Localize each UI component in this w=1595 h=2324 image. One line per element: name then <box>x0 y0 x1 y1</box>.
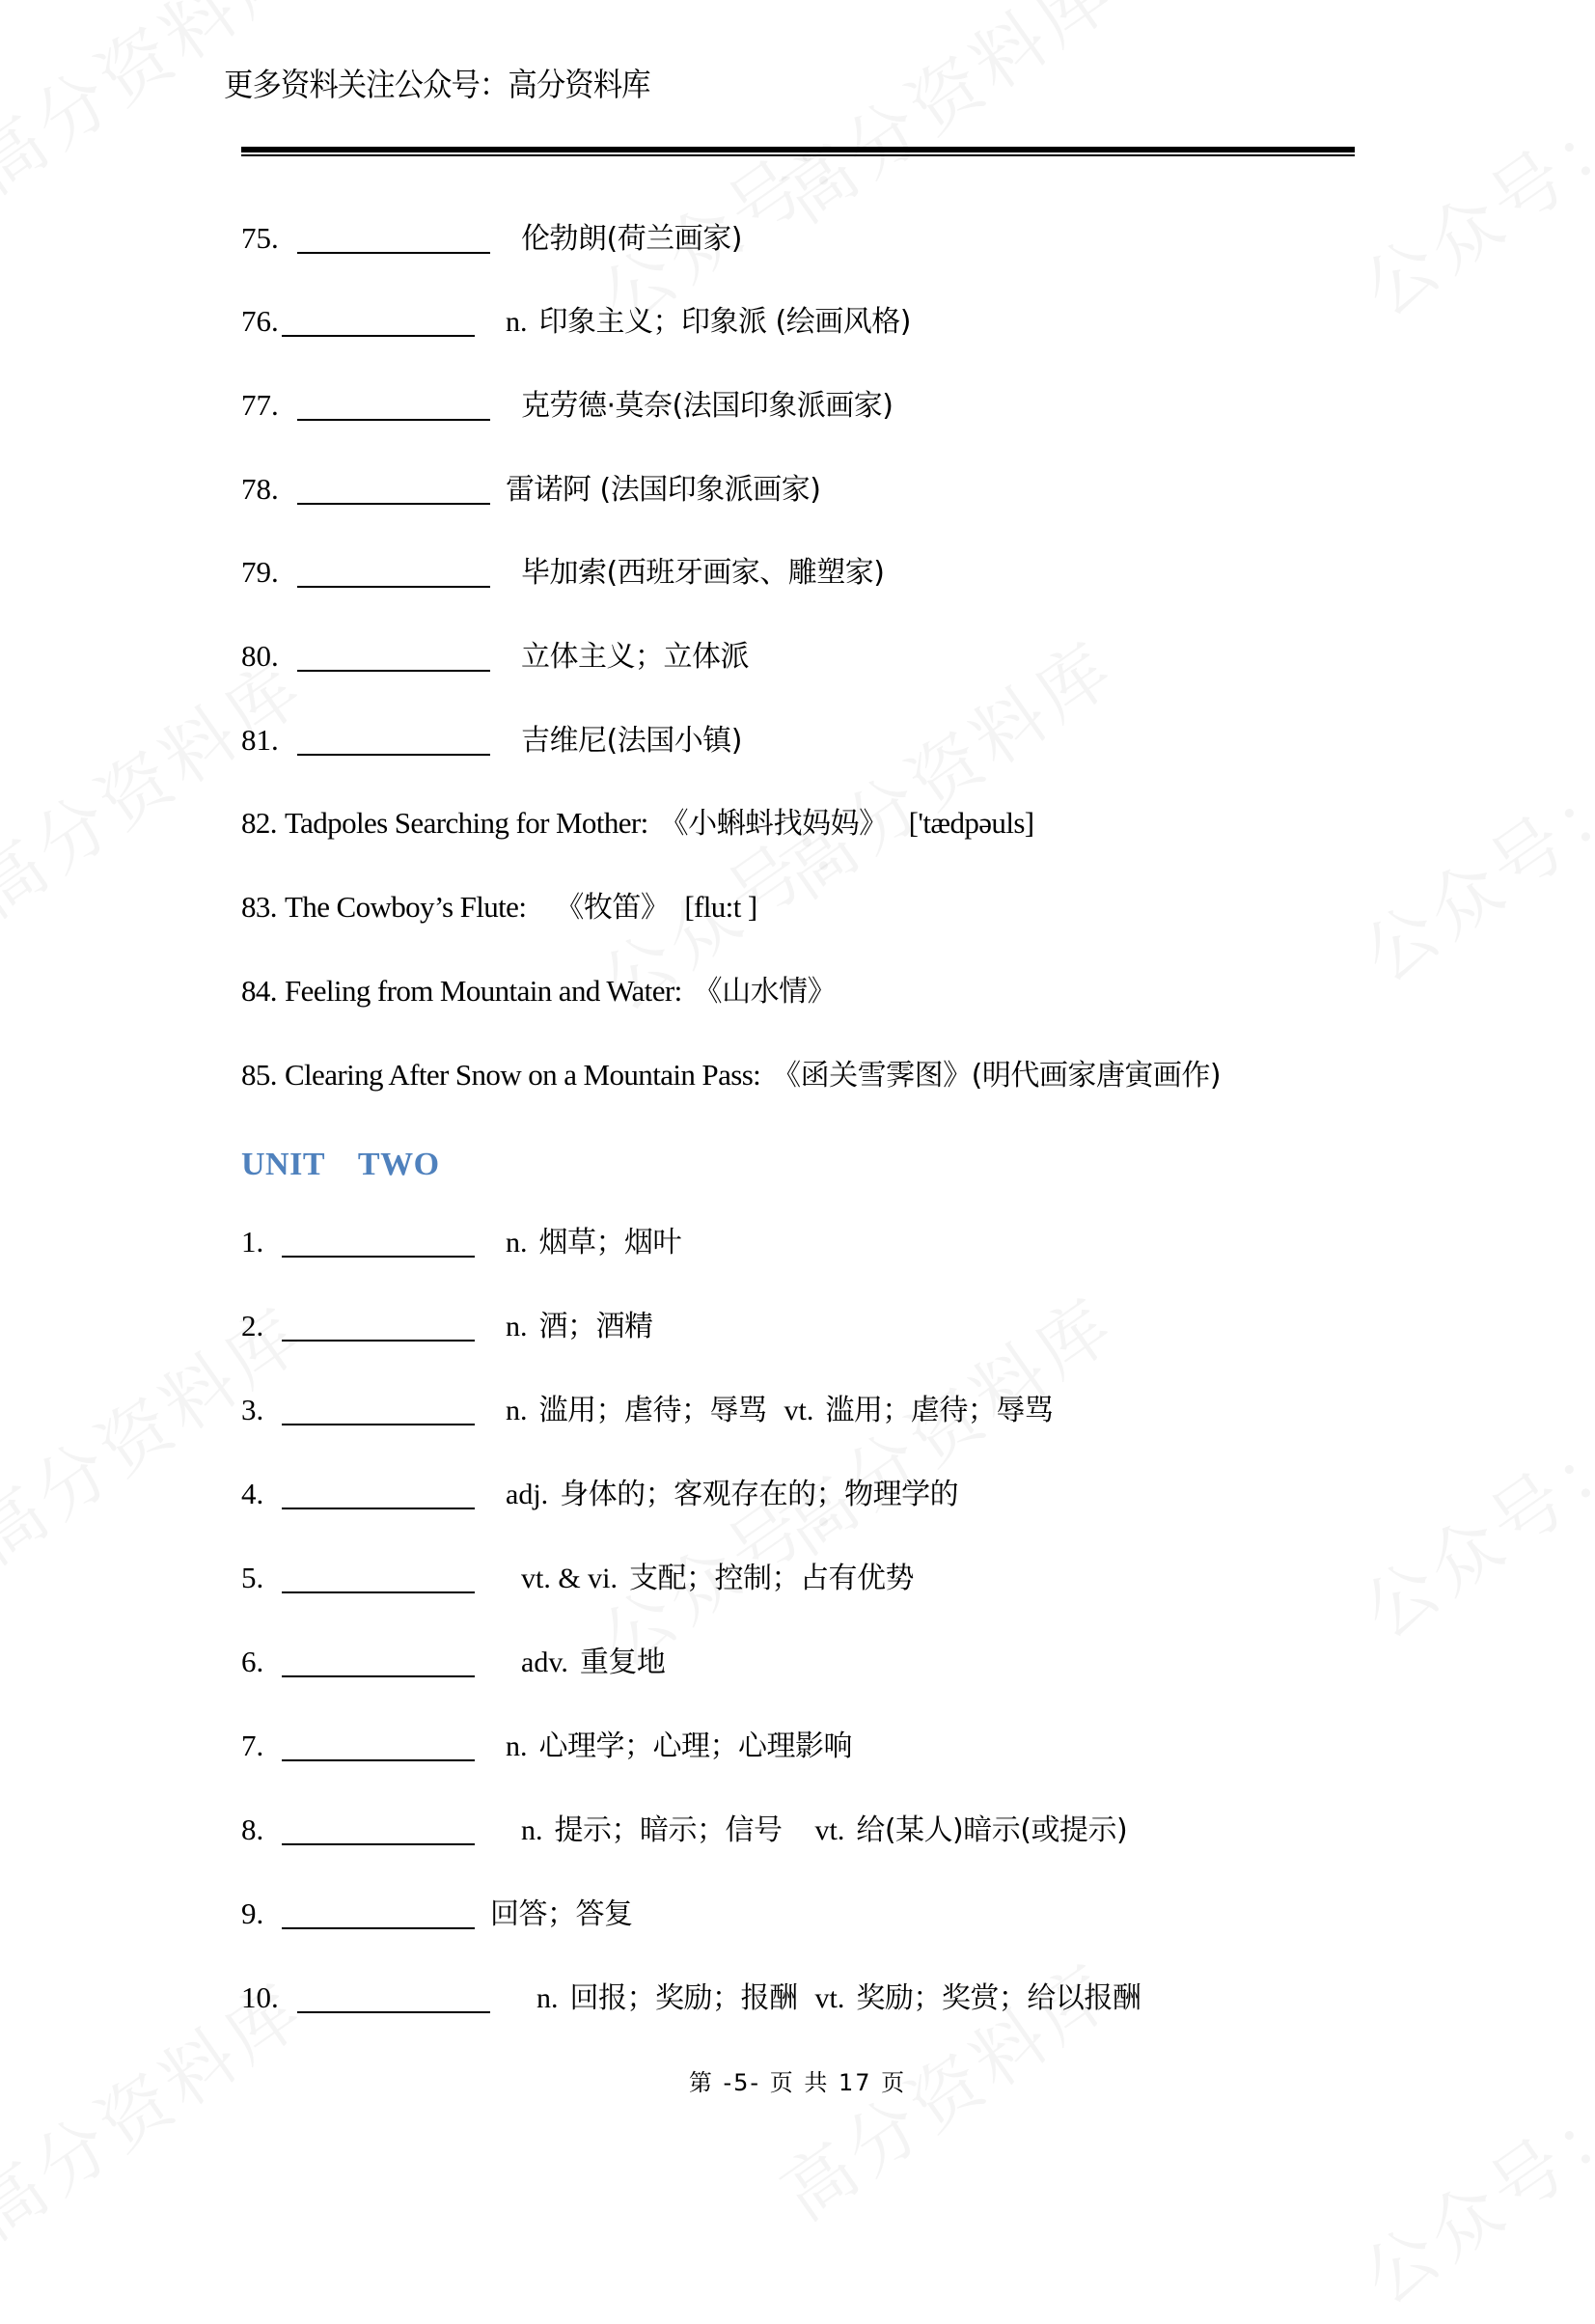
answer-blank[interactable] <box>282 1674 475 1677</box>
item-definition: 伦勃朗(荷兰画家) <box>521 222 742 256</box>
item-number: 1. <box>241 1225 264 1259</box>
item-number: 77. <box>241 388 279 422</box>
item-definition-2: 奖励；奖赏；给以报酬 <box>856 1981 1141 2015</box>
item-definition: 回答；答复 <box>490 1897 633 1931</box>
vocab-item <box>241 1470 958 1512</box>
part-of-speech: n. <box>506 1311 528 1342</box>
answer-blank[interactable] <box>297 251 490 254</box>
item-definition: 雷诺阿 (法国印象派画家) <box>506 473 821 507</box>
part-of-speech: adj. <box>506 1479 549 1510</box>
title-item <box>241 1051 1221 1093</box>
watermark <box>758 613 1133 918</box>
vocab-item <box>241 1218 681 1260</box>
header-divider <box>241 147 1355 156</box>
item-definition: 身体的；客观存在的；物理学的 <box>560 1478 959 1511</box>
part-of-speech-2: vt. <box>814 1982 845 2014</box>
answer-blank[interactable] <box>282 1339 475 1342</box>
vocab-item <box>241 1302 653 1344</box>
english-title: Tadpoles Searching for Mother: <box>284 806 648 840</box>
item-number: 80. <box>241 639 279 673</box>
item-number: 6. <box>241 1645 264 1678</box>
title-item <box>241 883 757 926</box>
item-definition: 重复地 <box>579 1646 666 1679</box>
vocab-item <box>241 1974 1141 2016</box>
chinese-title: 《山水情》 <box>693 975 837 1009</box>
part-of-speech-2: vt. <box>784 1395 814 1426</box>
answer-blank[interactable] <box>282 1255 475 1258</box>
item-number: 75. <box>241 221 279 255</box>
item-number: 10. <box>241 1980 279 2014</box>
title-item <box>241 799 1034 842</box>
vocab-item <box>241 1554 914 1596</box>
part-of-speech: vt. & vi. <box>521 1563 619 1594</box>
vocab-item <box>241 1890 633 1932</box>
chinese-title: 《小蝌蚪找妈妈》 <box>659 807 888 841</box>
answer-blank[interactable] <box>282 1758 475 1761</box>
answer-blank[interactable] <box>282 1842 475 1845</box>
item-definition: 吉维尼(法国小镇) <box>521 724 742 758</box>
answer-blank[interactable] <box>297 585 490 588</box>
answer-blank[interactable] <box>297 502 490 505</box>
vocab-item <box>241 1806 1127 1848</box>
item-number: 81. <box>241 723 279 757</box>
watermark <box>1340 741 1595 1002</box>
part-of-speech: n. <box>506 306 528 338</box>
vocab-item <box>241 1386 1053 1428</box>
english-title: The Cowboy’s Flute: <box>284 890 527 924</box>
answer-blank[interactable] <box>282 1591 475 1593</box>
unit-heading: UNIT TWO <box>241 1147 440 1182</box>
title-item <box>241 967 836 1010</box>
watermark <box>1340 75 1595 336</box>
item-number: 78. <box>241 472 279 506</box>
item-definition: 支配；控制；占有优势 <box>629 1562 915 1595</box>
item-number: 84. <box>241 974 277 1008</box>
item-definition: 立体主义；立体派 <box>521 640 749 674</box>
watermark <box>758 0 1133 242</box>
item-number: 3. <box>241 1393 264 1426</box>
part-of-speech: n. <box>506 1730 528 1762</box>
answer-blank[interactable] <box>297 418 490 421</box>
vocab-item <box>241 214 742 257</box>
answer-blank[interactable] <box>282 1507 475 1509</box>
vocab-item <box>241 381 893 424</box>
item-number: 5. <box>241 1561 264 1594</box>
vocab-item <box>241 297 911 340</box>
item-number: 7. <box>241 1729 264 1762</box>
item-number: 9. <box>241 1896 264 1930</box>
part-of-speech: n. <box>521 1814 543 1846</box>
item-definition: 克劳德·莫奈(法国印象派画家) <box>521 389 894 423</box>
answer-blank[interactable] <box>297 669 490 672</box>
vocab-item <box>241 716 742 759</box>
item-definition: 滥用；虐待；辱骂 <box>538 1394 767 1427</box>
answer-blank[interactable] <box>282 1423 475 1425</box>
item-definition: 印象主义；印象派 (绘画风格) <box>538 305 911 339</box>
item-number: 76. <box>241 304 279 338</box>
item-definition-2: 给(某人)暗示(或提示) <box>856 1813 1128 1847</box>
part-of-speech-2: vt. <box>814 1814 845 1846</box>
watermark <box>0 0 322 213</box>
item-definition: 酒；酒精 <box>538 1310 653 1343</box>
watermark <box>1340 1397 1595 1658</box>
watermark <box>1340 2063 1595 2324</box>
answer-blank[interactable] <box>282 334 475 337</box>
item-definition-2: 滥用；虐待；辱骂 <box>825 1394 1054 1427</box>
item-number: 2. <box>241 1309 264 1342</box>
item-definition: 提示；暗示；信号 <box>554 1813 783 1847</box>
item-definition: 毕加索(西班牙画家、雕塑家) <box>521 556 885 590</box>
answer-blank[interactable] <box>297 2010 490 2013</box>
phonetic: [flu:t ] <box>684 890 757 924</box>
chinese-title: 《函关雪霁图》 <box>772 1059 972 1093</box>
vocab-item <box>241 1722 852 1764</box>
item-definition: 心理学；心理；心理影响 <box>538 1729 852 1763</box>
item-number: 82. <box>241 806 277 840</box>
vocab-item <box>241 465 820 508</box>
title-note: (明代画家唐寅画作) <box>971 1059 1222 1093</box>
vocab-item <box>241 548 884 591</box>
item-number: 83. <box>241 890 277 924</box>
answer-blank[interactable] <box>297 753 490 756</box>
vocab-item <box>241 1638 665 1680</box>
part-of-speech: adv. <box>521 1646 568 1678</box>
answer-blank[interactable] <box>282 1926 475 1929</box>
english-title: Clearing After Snow on a Mountain Pass: <box>284 1058 761 1092</box>
item-definition: 烟草；烟叶 <box>538 1226 681 1259</box>
phonetic: ['tædpəuls] <box>908 806 1034 840</box>
item-number: 85. <box>241 1058 277 1092</box>
item-number: 4. <box>241 1477 264 1510</box>
part-of-speech: n. <box>536 1982 559 2014</box>
item-number: 8. <box>241 1812 264 1846</box>
english-title: Feeling from Mountain and Water: <box>284 974 682 1008</box>
part-of-speech: n. <box>506 1227 528 1259</box>
item-number: 79. <box>241 555 279 589</box>
page-number: 第 -5- 页 共 17 页 <box>688 2069 907 2096</box>
vocab-item <box>241 632 749 675</box>
header-title: 更多资料关注公众号：高分资料库 <box>224 66 650 103</box>
chinese-title: 《牧笛》 <box>555 891 670 925</box>
item-definition: 回报；奖励；报酬 <box>569 1981 798 2015</box>
part-of-speech: n. <box>506 1395 528 1426</box>
